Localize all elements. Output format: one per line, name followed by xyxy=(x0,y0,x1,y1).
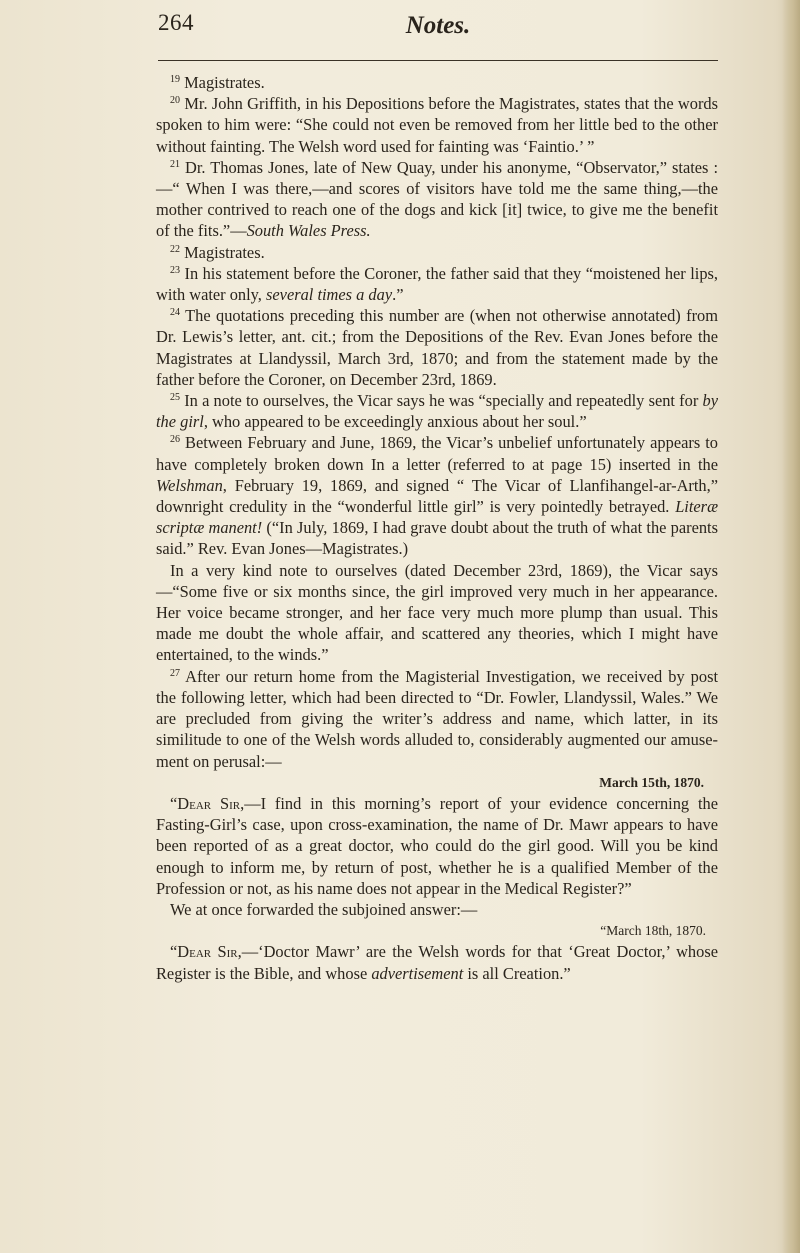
footnote-text: Between February and June, 1869, the Vicar’s unbelief unfortunately appears to have completely broken down In a letter (referred to at page 15) inserted in the xyxy=(156,433,718,474)
reply-body-start: —‘Doctor Mawr’ are the Welsh words for that ‘Great Doctor,’ whose Register is the Bible, and whose xyxy=(156,942,718,983)
footnote-text: The quotations preceding this number are (when not otherwise annotated) from Dr. Lewis’s letter, ant. cit.; from the Depositions of the Rev. Evan Jones before the Magistrates at Llandyssil, March 3rd, 1870; and from the statement made by the father before the Coroner, on December 23rd, 1869. xyxy=(156,306,718,389)
footnote-text: Mr. John Griffith, in his Depositions before the Magistrates, states that the words spoken to him were: “She could not even be removed from her little bed to the other without fainting. The Welsh word used for fainting was ‘Faintio.’ ” xyxy=(156,94,718,156)
letter-body: —I find in this morning’s report of your evidence concerning the Fasting-Girl’s case, upon cross-examination, the name of Dr. Mawr appears to have been reported of as a great doctor, who could do the girl good. Will you be kind enough to inform me, by return of post, whether he is a qualified Member of the Profession or not, as his name does not appear in the Medical Register?” xyxy=(156,793,718,898)
footnote-text: In his statement before the Coroner, the father said that they “moistened her lips, with water only, xyxy=(156,263,719,305)
footnote-number: 21 xyxy=(170,158,180,170)
reply-date: “March 18th, 1870. xyxy=(600,923,706,939)
footnote-text: , February 19, 1869, and signed “ The Vicar of Llanfihangel-ar-Arth,” downright credulity in the “wonderful little girl” is very pointedly betrayed. xyxy=(156,475,718,517)
footnote xyxy=(156,72,718,93)
footnote-italic-text: several times a day xyxy=(266,285,393,305)
footnote-text: In a very kind note to ourselves (dated December 23rd, 1869), the Vicar says—“Some five or six months since, the girl improved very much in her appearance. Her voice became stronger, and her face very much more plump than usual. This made me doubt the whole affair, and scattered any theories, which I might have entertained, to the winds.” xyxy=(156,560,718,665)
letter-salutation: “Dear Sir, xyxy=(170,793,245,813)
reply-body-end: is all Creation.” xyxy=(463,963,571,983)
footnote xyxy=(156,390,718,432)
footnote-number: 26 xyxy=(170,434,180,446)
footnote-italic-text: Welshman xyxy=(156,475,223,495)
footnote-number: 20 xyxy=(170,95,180,107)
footnote-text: In a note to ourselves, the Vicar says he was “specially and repeatedly sent for xyxy=(184,391,703,411)
footnote-number: 27 xyxy=(170,667,180,679)
footnote-number: 25 xyxy=(170,392,180,404)
footnote xyxy=(156,93,718,157)
footnote-text: Magistrates. xyxy=(184,242,265,262)
letter-date: March 15th, 1870. xyxy=(599,774,704,790)
forward-line: We at once forwarded the subjoined answer:— xyxy=(170,899,478,919)
footnote xyxy=(156,666,718,772)
footnote-number: 19 xyxy=(170,74,180,85)
running-title: Notes. xyxy=(405,12,471,39)
footnote xyxy=(156,560,718,666)
footnote-italic-text: Literæ scriptæ manent! xyxy=(156,497,718,538)
reply-body-italic: advertisement xyxy=(371,963,464,983)
header-rule xyxy=(158,60,718,61)
footnote-number: 22 xyxy=(170,243,180,255)
footnote-italic-text: South Wales Press. xyxy=(246,221,371,241)
letter-paragraph xyxy=(156,793,718,899)
footnote xyxy=(156,242,718,263)
footnote xyxy=(156,263,718,305)
reply-paragraph xyxy=(156,941,718,983)
footnote xyxy=(156,432,718,559)
footnote-text: After our return home from the Magisterial Investigation, we received by post the following letter, which had been directed to “Dr. Fowler, Llandyssil, Wales.” We are precluded from giving the writer’s address and name, which latter, in its similitude to one of the Welsh words alluded to, considerably augmented our amusement on perusal:— xyxy=(156,666,719,771)
page-edge-shadow xyxy=(782,0,800,1253)
footnote-text: (“In July, 1869, I had grave doubt about the truth of what the parents said.” Rev. Evan Jones—Magistrates.) xyxy=(156,518,718,559)
footnote-italic-text: by the girl xyxy=(156,391,718,432)
footnote-text: Dr. Thomas Jones, late of New Quay, under his anonyme, “Observator,” states :—“ When I was there,—and scores of visitors have told me the same thing,—the mother contrived to reach one of the dogs and kick [it] twice, to give me the benefit of the fits.”— xyxy=(156,157,718,241)
footnote-number: 23 xyxy=(170,264,180,276)
notes-body xyxy=(156,72,718,984)
footnote xyxy=(156,305,718,390)
footnote xyxy=(156,157,718,242)
footnote-text: Magistrates. xyxy=(184,73,265,92)
footnote-text: , who appeared to be exceedingly anxious about her soul.” xyxy=(203,412,587,432)
footnote-number: 24 xyxy=(170,307,180,319)
notes-list xyxy=(156,72,718,772)
page-number: 264 xyxy=(158,10,194,35)
reply-salutation: “Dear Sir, xyxy=(170,942,242,962)
footnote-text: .” xyxy=(392,285,404,305)
page-header xyxy=(158,8,718,56)
